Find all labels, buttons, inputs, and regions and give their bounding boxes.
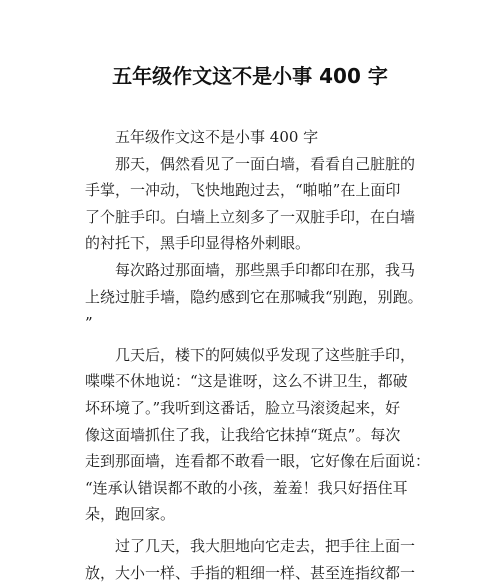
text-line: 手掌，一冲动，飞快地跑过去，“啪啪”在上面印 <box>85 177 425 204</box>
text-line: 放，大小一样、手指的粗细一样、甚至连指纹都一 <box>85 560 425 586</box>
text-line: 五年级作文这不是小事 400 字 <box>85 124 425 151</box>
text-line: 那天，偶然看见了一面白墙，看看自己脏脏的 <box>85 151 425 178</box>
text-line: 过了几天，我大胆地向它走去，把手往上面一 <box>85 533 425 560</box>
document-body <box>85 124 425 586</box>
text-line: 上绕过脏手墙，隐约感到它在那喊我“别跑，别跑。 <box>85 284 425 311</box>
text-line: ” <box>85 310 425 337</box>
text-line: 了个脏手印。白墙上立刻多了一双脏手印，在白墙 <box>85 204 425 231</box>
text-line: 喋喋不休地说：“这是谁呀，这么不讲卫生，都破 <box>85 368 425 395</box>
document-title: 五年级作文这不是小事 400 字 <box>0 62 500 90</box>
text-line: 朵，跑回家。 <box>85 501 425 528</box>
text-line: 几天后，楼下的阿姨似乎发现了这些脏手印， <box>85 342 425 369</box>
text-line: 的衬托下，黑手印显得格外刺眼。 <box>85 230 425 257</box>
text-line: 坏环境了。”我听到这番话，脸立马滚烫起来，好 <box>85 395 425 422</box>
text-line: 像这面墙抓住了我，让我给它抹掉“斑点”。每次 <box>85 422 425 449</box>
text-line: 每次路过那面墙，那些黑手印都印在那，我马 <box>85 257 425 284</box>
text-line: 走到那面墙，连看都不敢看一眼，它好像在后面说： <box>85 448 425 475</box>
text-line: “连承认错误都不敢的小孩，羞羞！我只好捂住耳 <box>85 475 425 502</box>
